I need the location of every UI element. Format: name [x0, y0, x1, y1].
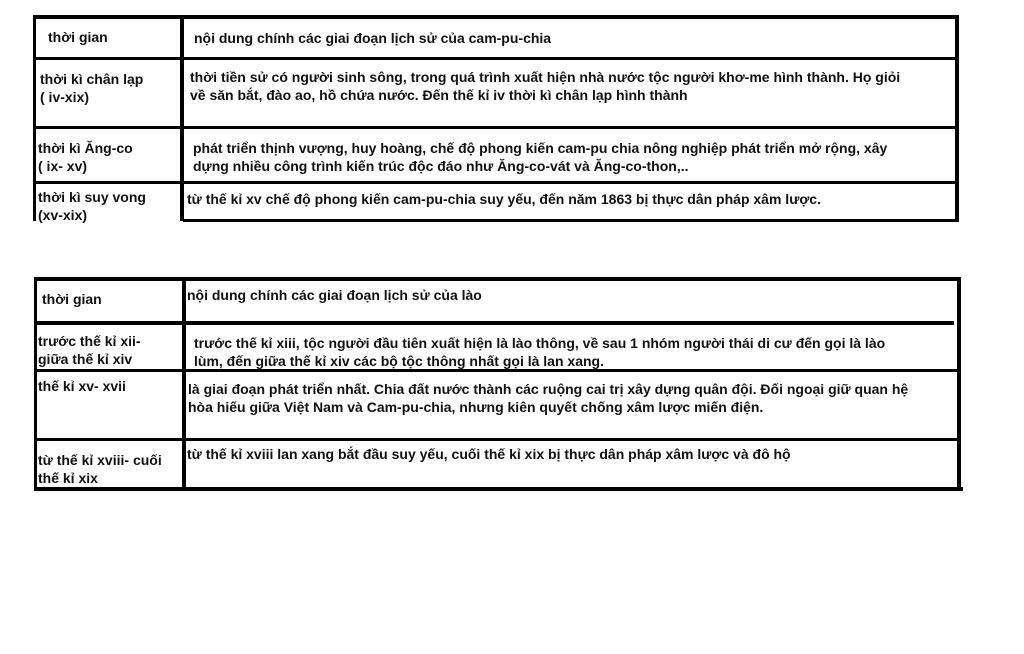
header-time: thời gian — [42, 291, 102, 307]
row-content: thời tiền sử có người sinh sông, trong quá trình xuất hiện nhà nước tộc người khơ-me hình thành. Họ giỏi về săn bắt, đào ao, hồ chứa nước. Đến thế kỉ iv thời kì chân lạp hình thành — [190, 69, 901, 103]
row-content: trước thế kỉ xiii, tộc người đầu tiên xuất hiện là lào thông, về sau 1 nhóm người thái di cư đến gọi là lào lùm, đến giữa thế kỉ xiv các bộ tộc thông nhất gọi là lan xang. — [194, 335, 886, 369]
row-time: từ thế kỉ xviii- cuối thế kỉ xix — [38, 452, 162, 486]
row-content: từ thế kỉ xv chế độ phong kiến cam-pu-chia suy yếu, đến năm 1863 bị thực dân pháp xâm lược. — [187, 191, 821, 207]
table-border — [34, 487, 963, 491]
table-border — [34, 277, 961, 281]
row-content: là giai đoạn phát triển nhất. Chia đất nước thành các ruộng cai trị xây dựng quân đội. Đối ngoại giữ quan hệ hòa hiếu giữa Việt Nam và Cam-pu-chia, nhưng kiên quyết chống xâm lược miến điện. — [188, 381, 909, 415]
table-border — [957, 277, 961, 491]
row-time: thời kì chân lạp ( iv-xix) — [40, 71, 144, 105]
row-time: trước thế kỉ xii- giữa thế kỉ xiv — [38, 333, 141, 367]
row-content: phát triển thịnh vượng, huy hoàng, chế độ phong kiến cam-pu chia nông nghiệp phát triển mở rộng, xây dựng nhiều công trình kiến trúc độc đáo như Ăng-co-vát và Ăng-co-thon,.. — [193, 140, 888, 174]
table-border — [34, 438, 961, 441]
table-border — [34, 321, 954, 325]
header-time: thời gian — [48, 29, 108, 45]
header-content: nội dung chính các giai đoạn lịch sử của lào — [187, 287, 482, 303]
row-time: thời kì suy vong (xv-xix) — [38, 189, 146, 223]
table-border — [182, 277, 186, 491]
header-content: nội dung chính các giai đoạn lịch sử của cam-pu-chia — [194, 30, 552, 46]
row-time: thời kì Ăng-co ( ix- xv) — [38, 140, 133, 174]
row-time: thế kỉ xv- xvii — [38, 378, 126, 394]
row-content: từ thế kỉ xviii lan xang bắt đầu suy yếu, cuối thế kỉ xix bị thực dân pháp xâm lược và đô hộ — [187, 446, 791, 462]
table-border — [34, 277, 37, 491]
